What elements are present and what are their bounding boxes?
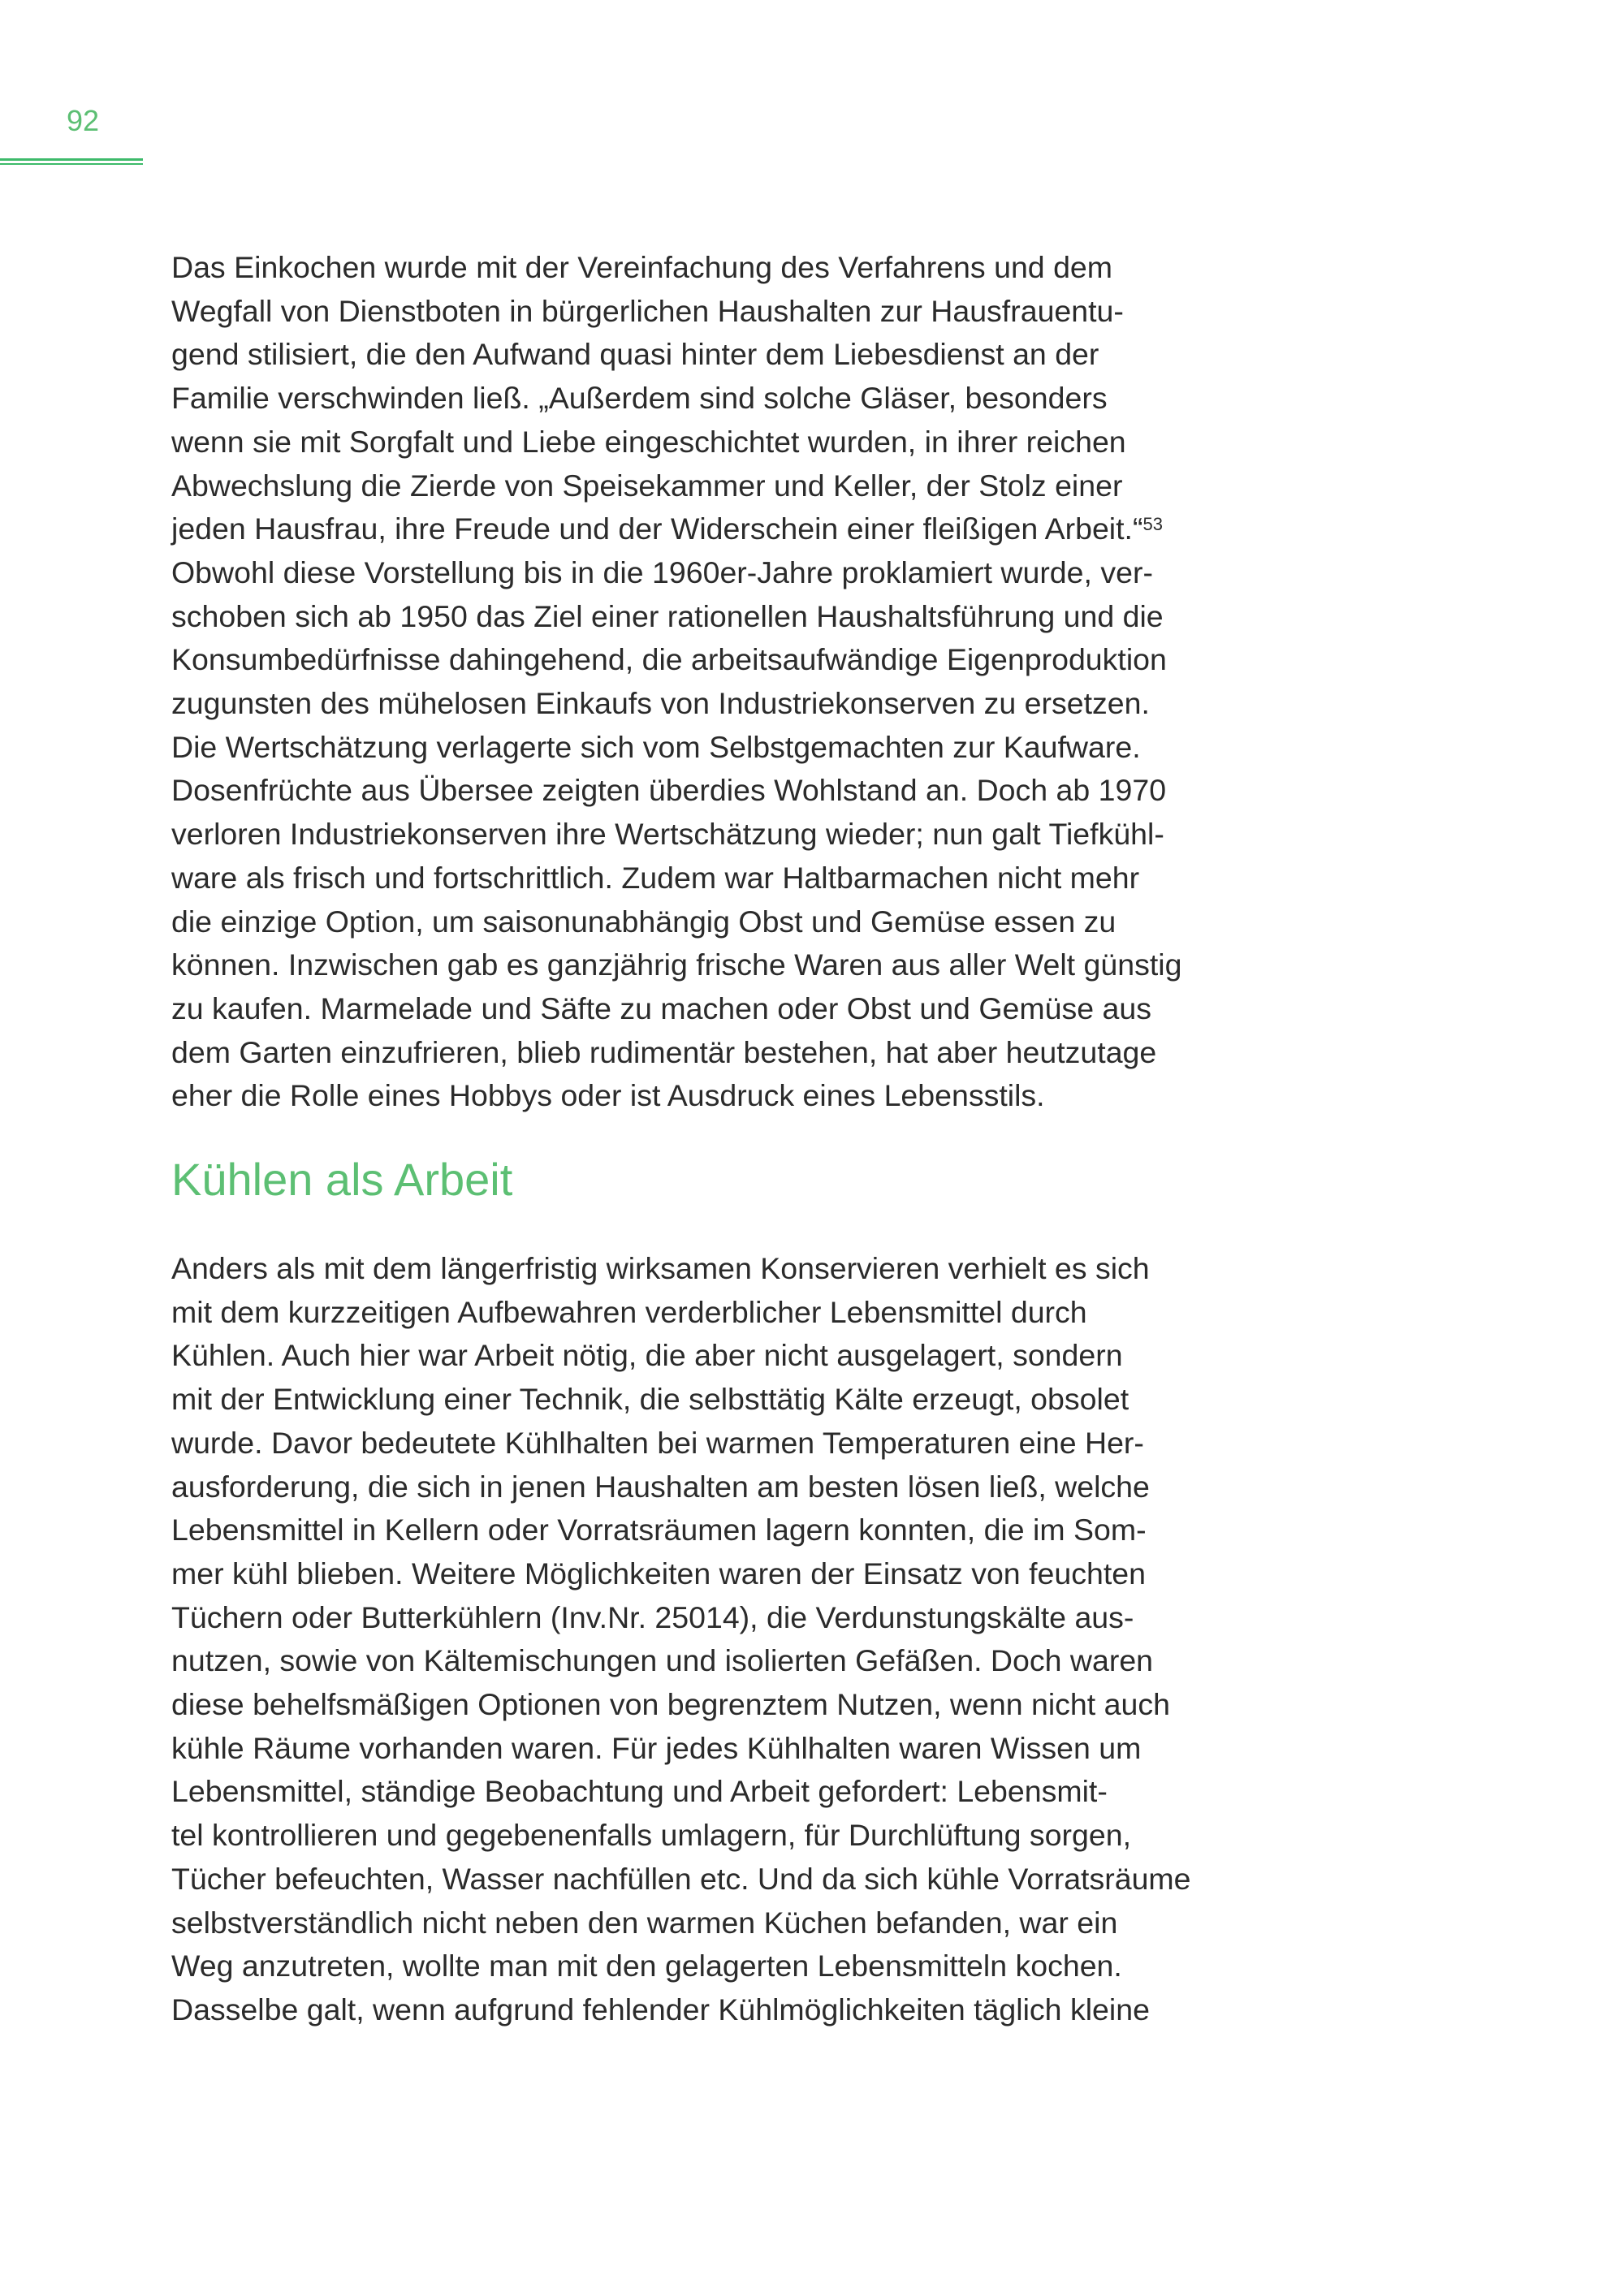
section-heading: Kühlen als Arbeit — [171, 1154, 513, 1205]
text-line: Abwechslung die Zierde von Speisekammer und Keller, der Stolz einer — [171, 468, 1123, 503]
text-line: Dosenfrüchte aus Übersee zeigten überdies Wohlstand an. Doch ab 1970 — [171, 773, 1167, 808]
text-line: Konsumbedürfnisse dahingehend, die arbeitsaufwändige Eigenproduktion — [171, 642, 1167, 677]
text-line: tel kontrollieren und gegebenenfalls umlagern, für Durchlüftung sorgen, — [171, 1818, 1131, 1853]
text-line: Wegfall von Dienstboten in bürgerlichen Haushalten zur Hausfrauentu- — [171, 293, 1124, 328]
text-line: Tüchern oder Butterkühlern (Inv.Nr. 25014), die Verdunstungskälte aus- — [171, 1599, 1134, 1634]
text-line: zu kaufen. Marmelade und Säfte zu machen oder Obst und Gemüse aus — [171, 991, 1151, 1025]
text-line: Kühlen. Auch hier war Arbeit nötig, die aber nicht ausgelagert, sondern — [171, 1338, 1123, 1373]
text-line: nutzen, sowie von Kältemischungen und isolierten Gefäßen. Doch waren — [171, 1643, 1154, 1678]
text-line: eher die Rolle eines Hobbys oder ist Ausdruck eines Lebensstils. — [171, 1078, 1045, 1113]
text-line: Tücher befeuchten, Wasser nachfüllen etc. Und da sich kühle Vorratsräume — [171, 1861, 1191, 1896]
text-line: Lebensmittel in Kellern oder Vorratsräumen lagern konnten, die im Som- — [171, 1513, 1147, 1547]
page-number: 92 — [67, 104, 100, 137]
text-line: Anders als mit dem längerfristig wirksamen Konservieren verhielt es sich — [171, 1251, 1150, 1285]
text-line: können. Inzwischen gab es ganzjährig frische Waren aus aller Welt günstig — [171, 947, 1182, 982]
text-line: wurde. Davor bedeutete Kühlhalten bei warmen Temperaturen eine Her- — [171, 1425, 1144, 1460]
text-line: selbstverständlich nicht neben den warmen Küchen befanden, war ein — [171, 1905, 1118, 1940]
text-line: Weg anzutreten, wollte man mit den gelagerten Lebensmitteln kochen. — [171, 1949, 1122, 1983]
text-line: kühle Räume vorhanden waren. Für jedes Kühlhalten waren Wissen um — [171, 1730, 1142, 1765]
text-line: mit dem kurzzeitigen Aufbewahren verderblicher Lebensmittel durch — [171, 1294, 1087, 1329]
text-line: Familie verschwinden ließ. „Außerdem sind solche Gläser, besonders — [171, 381, 1108, 416]
header-rule-secondary — [0, 163, 143, 165]
text-line: Das Einkochen wurde mit der Vereinfachung des Verfahrens und dem — [171, 250, 1113, 284]
text-line: schoben sich ab 1950 das Ziel einer rationellen Haushaltsführung und die — [171, 598, 1164, 633]
text-line: dem Garten einzufrieren, blieb rudimentär bestehen, hat aber heutzutage — [171, 1034, 1157, 1069]
text-line: Obwohl diese Vorstellung bis in die 1960er-Jahre proklamiert wurde, ver- — [171, 555, 1153, 589]
text-line: diese behelfsmäßigen Optionen von begrenztem Nutzen, wenn nicht auch — [171, 1687, 1170, 1722]
text-line — [171, 507, 1181, 551]
footnote-reference: 53 — [1142, 514, 1163, 535]
body-paragraph-1 — [171, 246, 1181, 1118]
text-line: gend stilisiert, die den Aufwand quasi hinter dem Liebesdienst an der — [171, 337, 1099, 372]
text-line: zugunsten des mühelosen Einkaufs von Industriekonserven zu ersetzen. — [171, 686, 1150, 721]
text-line: ausforderung, die sich in jenen Haushalten am besten lösen ließ, welche — [171, 1469, 1150, 1504]
text-line: Die Wertschätzung verlagerte sich vom Selbstgemachten zur Kaufware. — [171, 729, 1141, 764]
text-line: die einzige Option, um saisonunabhängig Obst und Gemüse essen zu — [171, 904, 1116, 939]
text-line: verloren Industriekonserven ihre Wertschätzung wieder; nun galt Tiefkühl- — [171, 817, 1164, 852]
text-line: Lebensmittel, ständige Beobachtung und Arbeit gefordert: Lebensmit- — [171, 1774, 1108, 1809]
body-paragraph-2 — [171, 1247, 1191, 2032]
text-line: wenn sie mit Sorgfalt und Liebe eingeschichtet wurden, in ihrer reichen — [171, 424, 1126, 459]
text-line: mit der Entwicklung einer Technik, die selbsttätig Kälte erzeugt, obsolet — [171, 1382, 1129, 1417]
text-line: mer kühl blieben. Weitere Möglichkeiten waren der Einsatz von feuchten — [171, 1556, 1146, 1591]
text-line: ware als frisch und fortschrittlich. Zudem war Haltbarmachen nicht mehr — [171, 860, 1140, 895]
text-line: Dasselbe galt, wenn aufgrund fehlender Kühlmöglichkeiten täglich kleine — [171, 1992, 1150, 2027]
text-line-content: jeden Hausfrau, ihre Freude und der Widerschein einer fleißigen Arbeit.“ — [171, 511, 1143, 546]
header-rule — [0, 158, 143, 161]
